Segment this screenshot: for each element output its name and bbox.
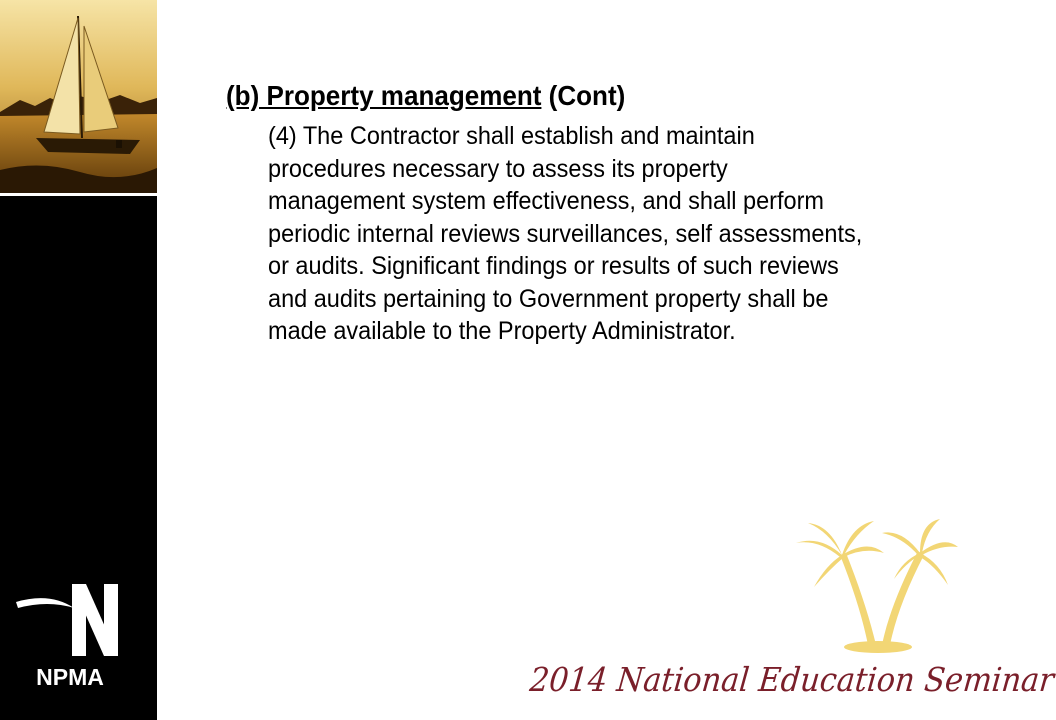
seminar-title: 2014 National Education Seminar [528, 660, 1056, 699]
palm-trees-decoration [790, 515, 960, 655]
photo-divider [0, 193, 157, 196]
slide-body: (4) The Contractor shall establish and maintain procedures necessary to assess its property management system effectiveness, and shall perform periodic internal reviews surveillances, self assessments, or audits. Significant findings or results of such reviews and audits pertaining to Government property shall be made available to the Property Administrator. [268, 122, 863, 345]
palm-trees-icon [790, 515, 960, 655]
slide-content [226, 78, 916, 348]
npma-logo-icon [14, 578, 126, 662]
sailboat-icon [0, 0, 157, 193]
npma-logo [14, 578, 126, 698]
left-sidebar [0, 0, 157, 720]
heading-underlined: (b) Property management [226, 80, 542, 111]
sailboat-photo [0, 0, 157, 193]
slide-heading [226, 78, 868, 114]
heading-rest: (Cont) [541, 80, 626, 111]
logo-text: NPMA [36, 664, 104, 690]
